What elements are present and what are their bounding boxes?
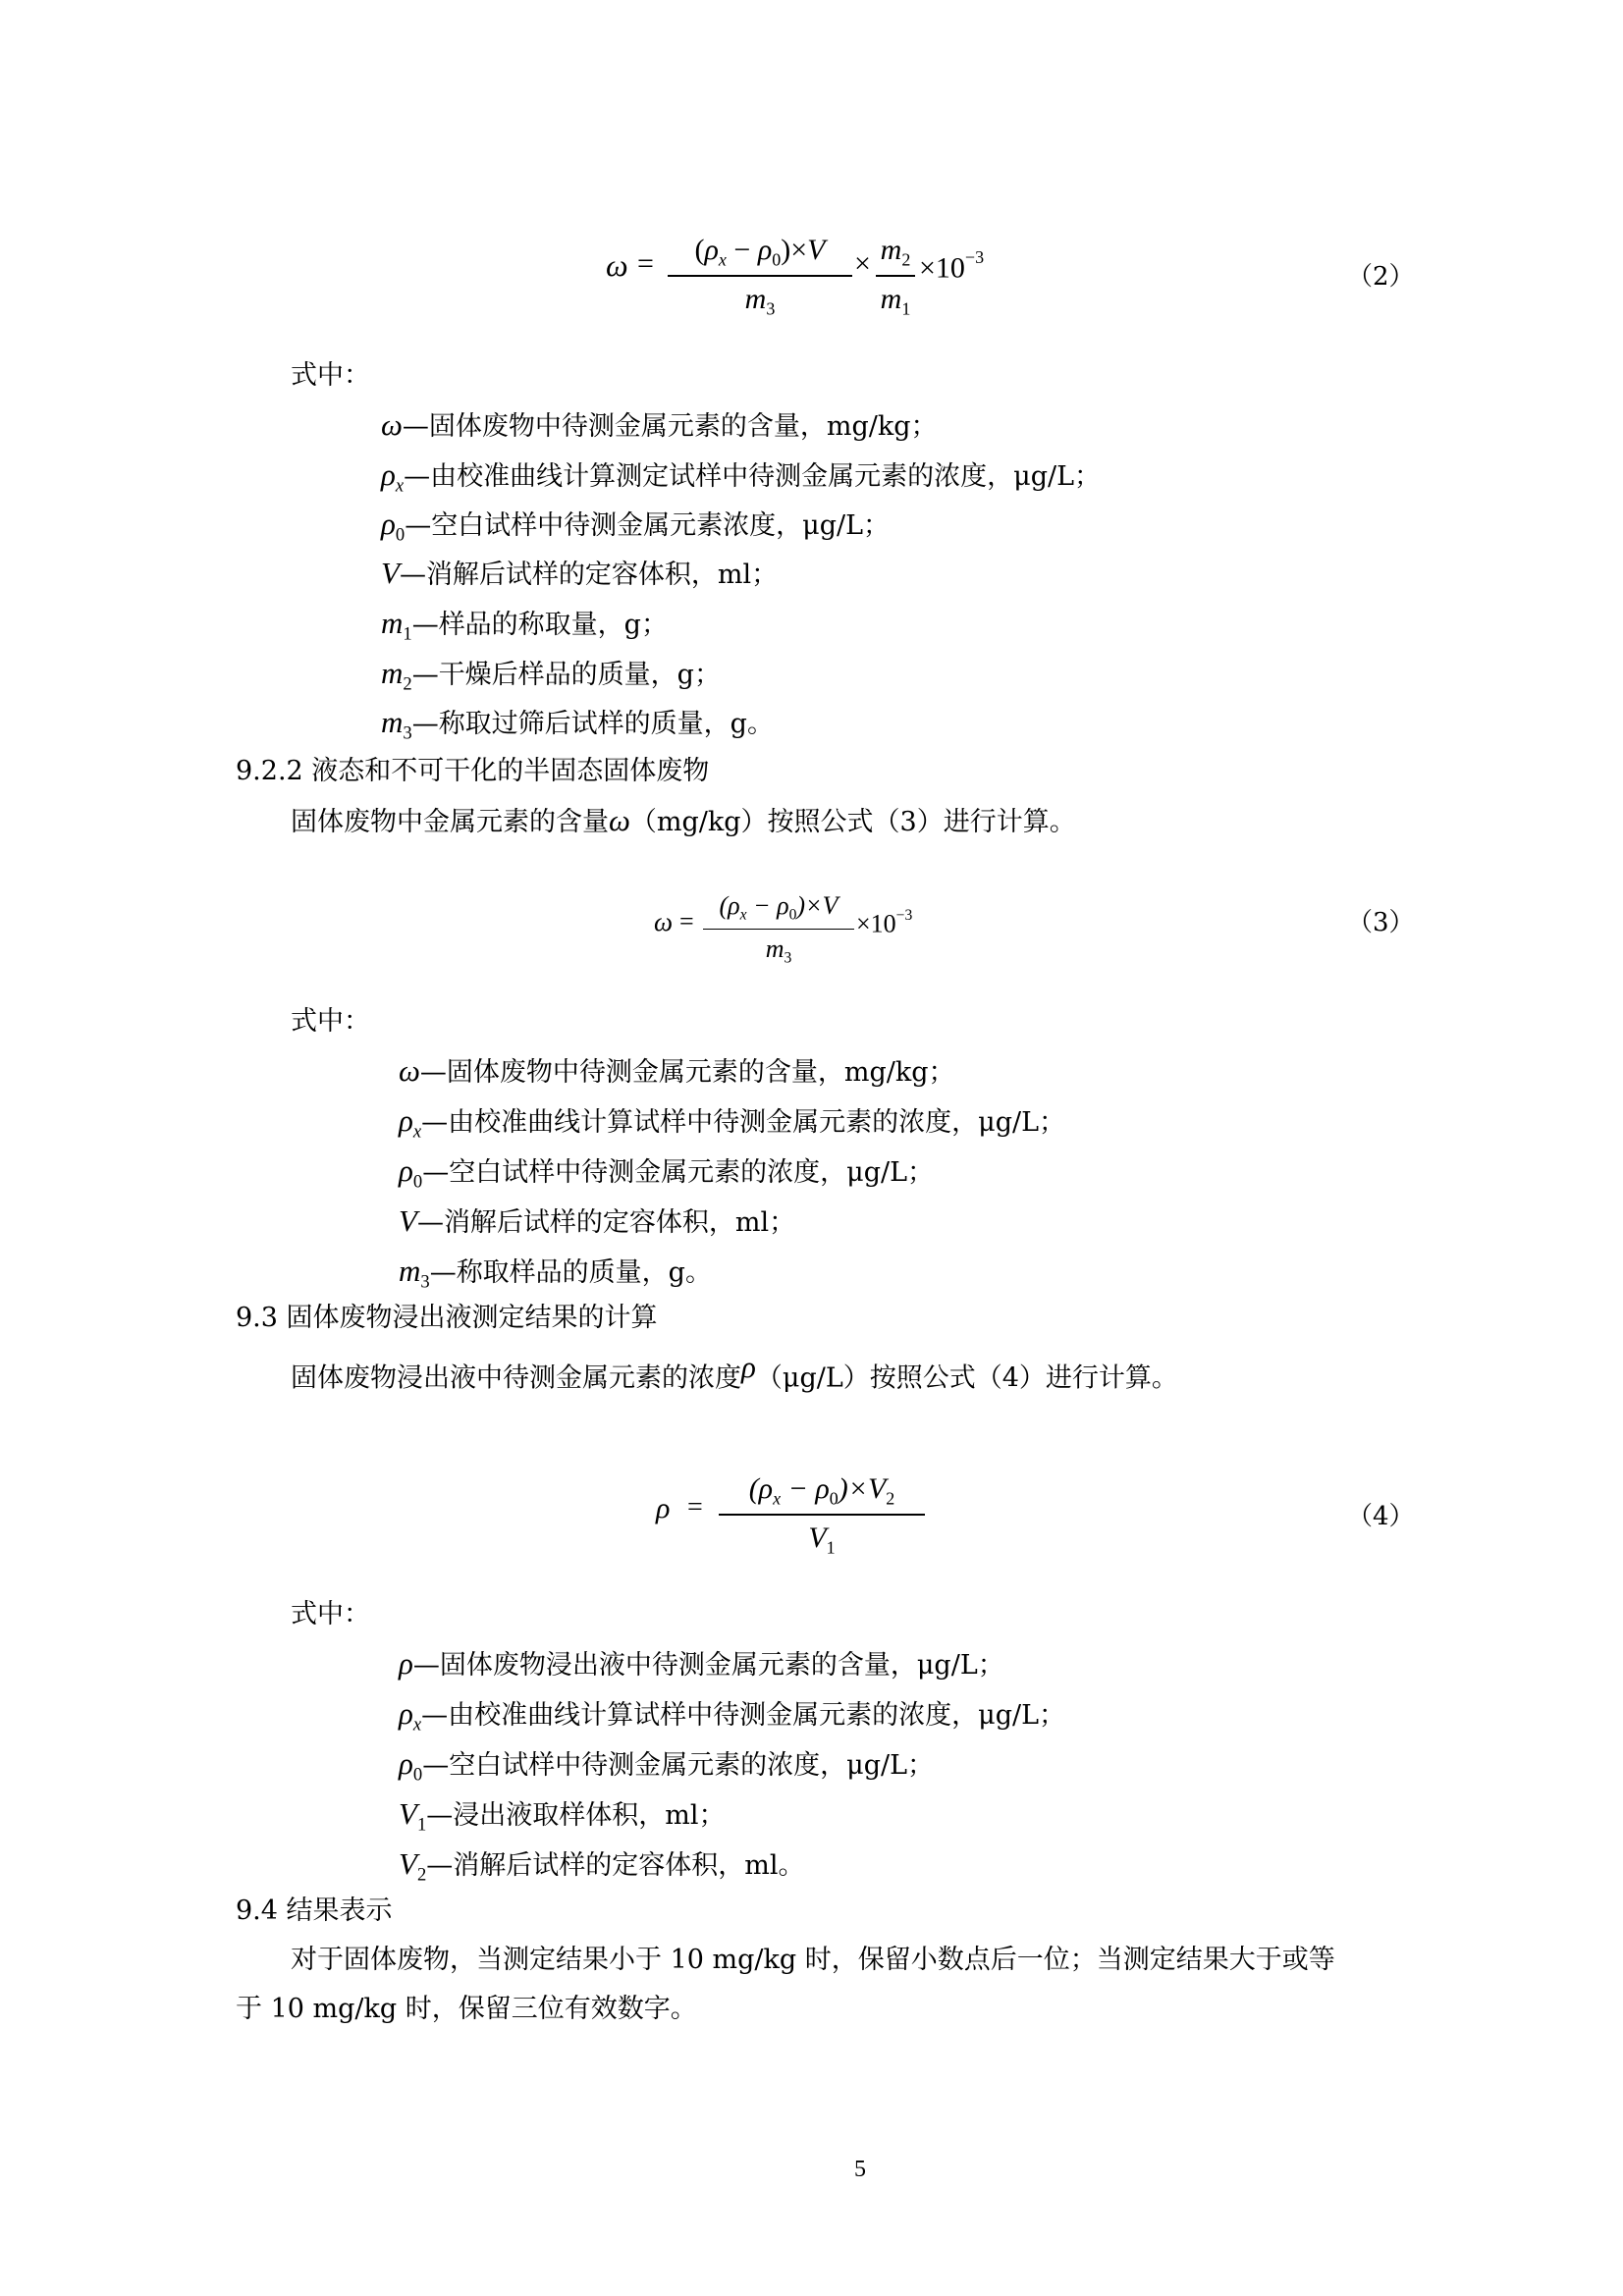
where-label-3: 式中： <box>291 1599 370 1629</box>
where-item: $V_1—$浸出液取样体积，ml； <box>399 1796 726 1836</box>
where-item: $m_3—$称取过筛后试样的质量，g。 <box>381 705 774 744</box>
where-item: $m_2—$干燥后样品的质量，g； <box>381 656 721 695</box>
eq2-number: （2） <box>1347 262 1415 292</box>
eq3-lhs: ω <box>654 907 674 936</box>
eq2-lhs: ω <box>606 247 628 283</box>
where-item: V—消解后试样的定容体积，ml； <box>381 556 779 590</box>
page-number: 5 <box>854 2157 866 2182</box>
where-item: $\rho_0—$空白试样中待测金属元素的浓度，μg/L； <box>399 1746 935 1786</box>
where-label-1: 式中： <box>291 360 370 391</box>
eq3-number: （3） <box>1347 908 1415 937</box>
eq4-lhs: ρ <box>656 1492 671 1524</box>
where-item: $\rho_x—$由校准曲线计算试样中待测金属元素的浓度，μg/L； <box>399 1103 1066 1143</box>
where-item: ρ—固体废物浸出液中待测金属元素的含量，μg/L； <box>399 1646 1004 1681</box>
where-item: $V_2—$消解后试样的定容体积，ml。 <box>399 1846 805 1886</box>
section-heading-9-4: 9.4 结果表示 <box>236 1896 393 1926</box>
eq4-numerator: $(\rho_x - \rho_0)\times V_2$ <box>748 1472 895 1509</box>
eq4-equals: = <box>687 1492 703 1522</box>
eq3-equals: = <box>679 907 694 935</box>
eq2-denominator: $m_3$ <box>744 283 776 319</box>
eq2-equals: = <box>637 247 654 280</box>
where-item: $m_1—$样品的称取量，g； <box>381 606 668 645</box>
where-item: $\rho_0—$空白试样中待测金属元素浓度，μg/L； <box>381 507 891 546</box>
where-label-2: 式中： <box>291 1006 370 1037</box>
eq2-times-ten: $\times 10^{-3}$ <box>919 247 985 285</box>
eq4-fraction <box>719 1472 925 1561</box>
where-item: $\rho_0—$空白试样中待测金属元素的浓度，μg/L； <box>399 1153 935 1193</box>
eq2-fraction-main <box>668 234 852 322</box>
paragraph-9-3: 固体废物浸出液中待测金属元素的浓度ρ（μg/L）按照公式（4）进行计算。 <box>291 1350 1178 1394</box>
eq4-denominator: $V_1$ <box>808 1522 836 1558</box>
eq3-times-ten: $\times 10^{-3}$ <box>856 907 913 938</box>
section-heading-9-3: 9.3 固体废物浸出液测定结果的计算 <box>236 1303 658 1333</box>
paragraph-9-2-2: 固体废物中金属元素的含量ω（mg/kg）按照公式（3）进行计算。 <box>291 803 1076 837</box>
eq2-fraction-bar <box>668 275 852 277</box>
eq3-numerator: $(\rho_x - \rho_0)\times V$ <box>719 891 839 924</box>
eq3-denominator: $m_3$ <box>765 934 792 967</box>
where-item: $m_3—$称取样品的质量，g。 <box>399 1254 712 1293</box>
where-item: $\rho_x—$由校准曲线计算测定试样中待测金属元素的浓度，μg/L； <box>381 457 1102 497</box>
where-item: ω—固体废物中待测金属元素的含量，mg/kg； <box>381 407 938 442</box>
eq2-fraction-mass: $m_2$ $m_1$ <box>876 234 915 322</box>
section-heading-9-2-2: 9.2.2 液态和不可干化的半固态固体废物 <box>236 756 710 786</box>
where-item: V—消解后试样的定容体积，ml； <box>399 1203 796 1238</box>
eq2-numerator: $(\rho_x - \rho_0)\times V$ <box>694 234 826 270</box>
eq3-fraction <box>703 891 854 970</box>
paragraph-9-4-line2: 于 10 mg/kg 时，保留三位有效数字。 <box>236 1994 697 2024</box>
eq2-times: × <box>854 247 871 280</box>
paragraph-9-4-line1: 对于固体废物，当测定结果小于 10 mg/kg 时，保留小数点后一位；当测定结果大于或等 <box>291 1945 1335 1975</box>
eq4-number: （4） <box>1347 1502 1415 1531</box>
where-item: ω—固体废物中待测金属元素的含量，mg/kg； <box>399 1053 955 1088</box>
where-item: $\rho_x—$由校准曲线计算试样中待测金属元素的浓度，μg/L； <box>399 1696 1066 1735</box>
